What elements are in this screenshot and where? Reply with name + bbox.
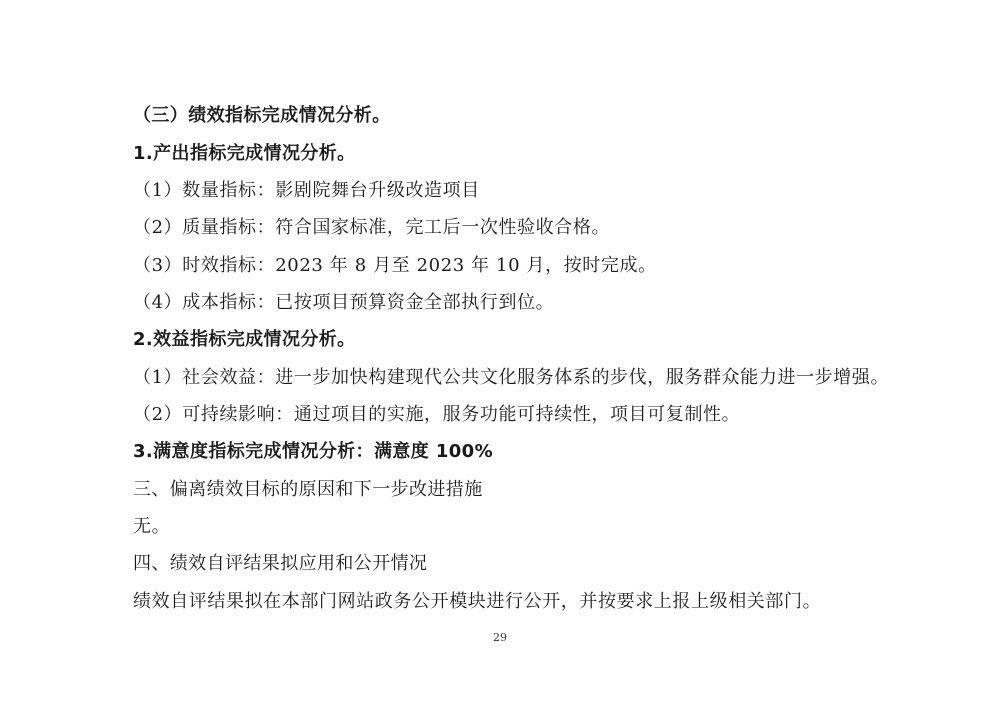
section-heading-performance-indicators: （三）绩效指标完成情况分析。 bbox=[133, 105, 391, 126]
subheading-output-indicators: 1.产出指标完成情况分析。 bbox=[133, 143, 356, 164]
subheading-benefit-indicators: 2.效益指标完成情况分析。 bbox=[133, 329, 356, 350]
page-number: 29 bbox=[493, 631, 507, 644]
application-content: 绩效自评结果拟在本部门网站政务公开模块进行公开，并按要求上报上级相关部门。 bbox=[133, 591, 822, 612]
item-timeliness-indicator: （3）时效指标：2023 年 8 月至 2023 年 10 月，按时完成。 bbox=[133, 255, 657, 276]
item-sustainable-impact: （2）可持续影响：通过项目的实施，服务功能可持续性，项目可复制性。 bbox=[133, 404, 741, 425]
subheading-satisfaction-indicators: 3.满意度指标完成情况分析：满意度 100% bbox=[133, 441, 494, 462]
item-social-benefit: （1）社会效益：进一步加快构建现代公共文化服务体系的步伐，服务群众能力进一步增强。 bbox=[133, 367, 890, 388]
item-quantity-indicator: （1）数量指标：影剧院舞台升级改造项目 bbox=[133, 180, 480, 201]
deviation-content: 无。 bbox=[133, 516, 171, 537]
item-quality-indicator: （2）质量指标：符合国家标准，完工后一次性验收合格。 bbox=[133, 217, 611, 238]
section-heading-deviation: 三、偏离绩效目标的原因和下一步改进措施 bbox=[133, 479, 483, 500]
item-cost-indicator: （4）成本指标：已按项目预算资金全部执行到位。 bbox=[133, 292, 555, 313]
section-heading-application: 四、绩效自评结果拟应用和公开情况 bbox=[133, 553, 428, 574]
